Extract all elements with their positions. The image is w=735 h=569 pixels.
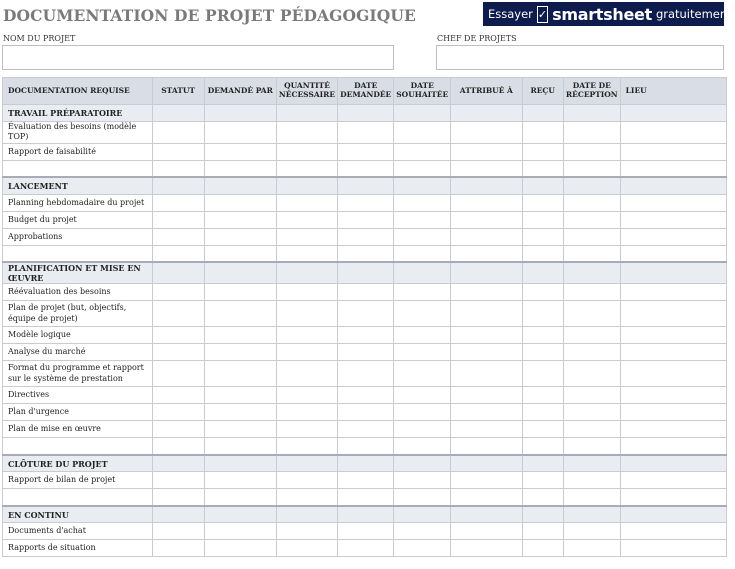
table-row [3, 438, 727, 455]
table-row [3, 143, 727, 160]
col-quantity-cell[interactable] [276, 284, 337, 301]
col-assigned-to-cell[interactable] [451, 194, 522, 211]
section-cell [152, 105, 204, 122]
section-cell [276, 455, 337, 472]
col-location-cell[interactable] [620, 122, 726, 144]
col-status-cell[interactable] [152, 194, 204, 211]
col-quantity-cell[interactable] [276, 160, 337, 177]
col-location-cell[interactable] [620, 421, 726, 438]
col-location-cell[interactable] [620, 160, 726, 177]
col-date-requested-cell[interactable] [338, 194, 394, 211]
document-name-cell [3, 489, 153, 506]
col-date-desired-cell[interactable] [394, 245, 451, 262]
col-received-cell[interactable] [522, 387, 563, 404]
col-status-cell[interactable] [152, 160, 204, 177]
col-requested-by-header: DEMANDÉ PAR [204, 78, 276, 105]
col-date-desired-cell[interactable] [394, 387, 451, 404]
col-assigned-to-cell[interactable] [451, 327, 522, 344]
document-name-cell: Directives [3, 387, 153, 404]
col-date-requested-cell[interactable] [338, 160, 394, 177]
col-received-cell[interactable] [522, 404, 563, 421]
col-status-cell[interactable] [152, 404, 204, 421]
col-assigned-to-cell[interactable] [451, 387, 522, 404]
col-quantity-cell[interactable] [276, 143, 337, 160]
table-row [3, 284, 727, 301]
col-assigned-to-cell[interactable] [451, 361, 522, 387]
col-received-cell[interactable] [522, 143, 563, 160]
col-received-cell[interactable] [522, 122, 563, 144]
section-title: PLANIFICATION ET MISE EN ŒUVRE [3, 262, 153, 284]
smartsheet-check-icon: ✓ [537, 7, 548, 21]
section-cell [620, 262, 726, 284]
col-date-requested-cell[interactable] [338, 122, 394, 144]
col-date-received-cell[interactable] [563, 344, 620, 361]
section-header-row [3, 262, 727, 284]
table-row [3, 327, 727, 344]
col-date-requested-cell[interactable] [338, 523, 394, 540]
col-location-cell[interactable] [620, 438, 726, 455]
document-name-cell: Plan de mise en œuvre [3, 421, 153, 438]
col-location-cell[interactable] [620, 245, 726, 262]
col-date-desired-cell[interactable] [394, 540, 451, 557]
col-quantity-cell[interactable] [276, 540, 337, 557]
col-date-desired-cell[interactable] [394, 301, 451, 327]
col-date-desired-cell[interactable] [394, 361, 451, 387]
section-cell [563, 455, 620, 472]
col-status-cell[interactable] [152, 344, 204, 361]
table-row [3, 211, 727, 228]
col-received-cell[interactable] [522, 421, 563, 438]
document-name-cell: Planning hebdomadaire du projet [3, 194, 153, 211]
section-header-row [3, 455, 727, 472]
col-status-cell[interactable] [152, 327, 204, 344]
col-location-cell[interactable] [620, 472, 726, 489]
col-received-header: REÇU [522, 78, 563, 105]
col-date-desired-cell[interactable] [394, 143, 451, 160]
document-name-cell [3, 160, 153, 177]
col-quantity-cell[interactable] [276, 438, 337, 455]
col-date-received-cell[interactable] [563, 421, 620, 438]
table-row [3, 421, 727, 438]
col-assigned-to-cell[interactable] [451, 438, 522, 455]
col-requested-by-cell[interactable] [204, 160, 276, 177]
col-date-requested-cell[interactable] [338, 540, 394, 557]
col-date-received-cell[interactable] [563, 438, 620, 455]
col-location-cell[interactable] [620, 361, 726, 387]
col-date-received-cell[interactable] [563, 523, 620, 540]
col-requested-by-cell[interactable] [204, 245, 276, 262]
section-cell [563, 105, 620, 122]
col-status-cell[interactable] [152, 472, 204, 489]
col-date-requested-cell[interactable] [338, 344, 394, 361]
section-cell [522, 455, 563, 472]
col-quantity-cell[interactable] [276, 404, 337, 421]
col-assigned-to-header: ATTRIBUÉ À [451, 78, 522, 105]
section-cell [152, 506, 204, 523]
col-quantity-cell[interactable] [276, 523, 337, 540]
col-date-desired-cell[interactable] [394, 327, 451, 344]
col-assigned-to-cell[interactable] [451, 301, 522, 327]
col-requested-by-cell[interactable] [204, 211, 276, 228]
section-cell [394, 262, 451, 284]
table-row [3, 160, 727, 177]
document-name-cell: Approbations [3, 228, 153, 245]
col-date-requested-cell[interactable] [338, 284, 394, 301]
section-cell [451, 455, 522, 472]
section-header-row [3, 506, 727, 523]
section-cell [204, 506, 276, 523]
col-requested-by-cell[interactable] [204, 143, 276, 160]
table-row [3, 122, 727, 144]
document-name-cell: Format du programme et rapport sur le système de prestation [3, 361, 153, 387]
col-requested-by-cell[interactable] [204, 344, 276, 361]
section-header-row [3, 177, 727, 194]
col-location-cell[interactable] [620, 404, 726, 421]
col-date-received-cell[interactable] [563, 160, 620, 177]
section-cell [204, 455, 276, 472]
section-cell [276, 506, 337, 523]
section-cell [451, 506, 522, 523]
col-date-received-cell[interactable] [563, 404, 620, 421]
col-assigned-to-cell[interactable] [451, 228, 522, 245]
col-assigned-to-cell[interactable] [451, 472, 522, 489]
col-status-cell[interactable] [152, 301, 204, 327]
col-requested-by-cell[interactable] [204, 122, 276, 144]
col-location-cell[interactable] [620, 540, 726, 557]
col-date-desired-cell[interactable] [394, 194, 451, 211]
document-name-cell [3, 438, 153, 455]
col-status-cell[interactable] [152, 387, 204, 404]
col-date-received-cell[interactable] [563, 361, 620, 387]
col-quantity-cell[interactable] [276, 122, 337, 144]
col-location-cell[interactable] [620, 344, 726, 361]
col-assigned-to-cell[interactable] [451, 143, 522, 160]
col-assigned-to-cell[interactable] [451, 489, 522, 506]
col-requested-by-cell[interactable] [204, 438, 276, 455]
col-location-cell[interactable] [620, 284, 726, 301]
col-quantity-cell[interactable] [276, 472, 337, 489]
col-date-desired-cell[interactable] [394, 122, 451, 144]
col-assigned-to-cell[interactable] [451, 404, 522, 421]
col-received-cell[interactable] [522, 361, 563, 387]
section-cell [338, 105, 394, 122]
banner-try-text: Essayer [488, 7, 533, 21]
document-name-cell: Évaluation des besoins (modèle TOP) [3, 122, 153, 144]
col-requested-by-cell[interactable] [204, 387, 276, 404]
smartsheet-logo-text: smartsheet [552, 4, 652, 24]
col-date-requested-cell[interactable] [338, 361, 394, 387]
section-cell [204, 105, 276, 122]
col-date-received-cell[interactable] [563, 228, 620, 245]
col-date-requested-cell[interactable] [338, 421, 394, 438]
document-name-cell: Rapport de bilan de projet [3, 472, 153, 489]
col-received-cell[interactable] [522, 344, 563, 361]
col-date-desired-cell[interactable] [394, 489, 451, 506]
table-row [3, 523, 727, 540]
col-received-cell[interactable] [522, 211, 563, 228]
col-date-requested-header: DATE DEMANDÉE [338, 78, 394, 105]
col-quantity-cell[interactable] [276, 344, 337, 361]
col-requested-by-cell[interactable] [204, 540, 276, 557]
col-status-cell[interactable] [152, 284, 204, 301]
col-received-cell[interactable] [522, 301, 563, 327]
col-date-received-cell[interactable] [563, 489, 620, 506]
col-quantity-header: QUANTITÉ NÉCESSAIRE [276, 78, 337, 105]
col-received-cell[interactable] [522, 228, 563, 245]
col-date-received-cell[interactable] [563, 211, 620, 228]
col-received-cell[interactable] [522, 245, 563, 262]
col-date-desired-header: DATE SOUHAITÉE [394, 78, 451, 105]
col-date-requested-cell[interactable] [338, 404, 394, 421]
col-date-desired-cell[interactable] [394, 421, 451, 438]
col-date-desired-cell[interactable] [394, 160, 451, 177]
col-date-requested-cell[interactable] [338, 228, 394, 245]
col-date-received-cell[interactable] [563, 194, 620, 211]
col-received-cell[interactable] [522, 540, 563, 557]
col-status-cell[interactable] [152, 489, 204, 506]
project-name-label: NOM DU PROJET [3, 34, 76, 43]
document-name-cell: Modèle logique [3, 327, 153, 344]
col-location-cell[interactable] [620, 211, 726, 228]
section-cell [338, 455, 394, 472]
col-location-header: LIEU [620, 78, 726, 105]
table-row [3, 472, 727, 489]
col-date-received-cell[interactable] [563, 245, 620, 262]
col-status-cell[interactable] [152, 438, 204, 455]
col-date-desired-cell[interactable] [394, 438, 451, 455]
col-status-cell[interactable] [152, 143, 204, 160]
section-cell [394, 506, 451, 523]
col-date-requested-cell[interactable] [338, 143, 394, 160]
document-name-cell: Analyse du marché [3, 344, 153, 361]
col-quantity-cell[interactable] [276, 194, 337, 211]
col-date-requested-cell[interactable] [338, 301, 394, 327]
col-location-cell[interactable] [620, 387, 726, 404]
col-location-cell[interactable] [620, 228, 726, 245]
section-cell [152, 177, 204, 194]
smartsheet-trial-banner[interactable] [483, 2, 735, 26]
section-cell [620, 506, 726, 523]
section-cell [276, 177, 337, 194]
section-cell [563, 262, 620, 284]
col-requested-by-cell[interactable] [204, 404, 276, 421]
document-name-cell: Réévaluation des besoins [3, 284, 153, 301]
col-received-cell[interactable] [522, 523, 563, 540]
col-requested-by-cell[interactable] [204, 301, 276, 327]
col-requested-by-cell[interactable] [204, 361, 276, 387]
col-location-cell[interactable] [620, 327, 726, 344]
col-quantity-cell[interactable] [276, 387, 337, 404]
col-status-cell[interactable] [152, 228, 204, 245]
col-quantity-cell[interactable] [276, 211, 337, 228]
col-received-cell[interactable] [522, 284, 563, 301]
col-status-cell[interactable] [152, 245, 204, 262]
col-assigned-to-cell[interactable] [451, 421, 522, 438]
col-quantity-cell[interactable] [276, 245, 337, 262]
col-requested-by-cell[interactable] [204, 284, 276, 301]
col-requested-by-cell[interactable] [204, 327, 276, 344]
section-cell [152, 455, 204, 472]
section-cell [522, 506, 563, 523]
col-quantity-cell[interactable] [276, 421, 337, 438]
col-date-desired-cell[interactable] [394, 404, 451, 421]
table-row [3, 361, 727, 387]
col-status-cell[interactable] [152, 540, 204, 557]
col-date-received-cell[interactable] [563, 122, 620, 144]
col-date-desired-cell[interactable] [394, 284, 451, 301]
col-date-received-cell[interactable] [563, 301, 620, 327]
col-assigned-to-cell[interactable] [451, 540, 522, 557]
section-title: TRAVAIL PRÉPARATOIRE [3, 105, 153, 122]
col-status-cell[interactable] [152, 361, 204, 387]
col-date-received-header: DATE DE RÉCEPTION [563, 78, 620, 105]
table-row [3, 489, 727, 506]
section-title: LANCEMENT [3, 177, 153, 194]
col-date-received-cell[interactable] [563, 472, 620, 489]
project-name-field[interactable] [2, 45, 394, 70]
section-cell [394, 105, 451, 122]
col-location-cell[interactable] [620, 523, 726, 540]
section-cell [451, 177, 522, 194]
col-assigned-to-cell[interactable] [451, 211, 522, 228]
section-cell [204, 177, 276, 194]
document-name-cell: Plan d'urgence [3, 404, 153, 421]
col-status-cell[interactable] [152, 421, 204, 438]
col-quantity-cell[interactable] [276, 228, 337, 245]
section-cell [276, 262, 337, 284]
col-location-cell[interactable] [620, 301, 726, 327]
table-row [3, 228, 727, 245]
document-name-cell [3, 245, 153, 262]
section-cell [394, 455, 451, 472]
table-row [3, 540, 727, 557]
col-received-cell[interactable] [522, 489, 563, 506]
table-row [3, 387, 727, 404]
col-assigned-to-cell[interactable] [451, 122, 522, 144]
col-date-received-cell[interactable] [563, 540, 620, 557]
col-date-desired-cell[interactable] [394, 228, 451, 245]
col-date-requested-cell[interactable] [338, 211, 394, 228]
document-name-cell: Rapport de faisabilité [3, 143, 153, 160]
col-quantity-cell[interactable] [276, 327, 337, 344]
section-cell [620, 455, 726, 472]
documentation-table [2, 77, 727, 557]
section-cell [338, 177, 394, 194]
section-cell [522, 177, 563, 194]
col-date-requested-cell[interactable] [338, 245, 394, 262]
section-cell [394, 177, 451, 194]
section-cell [563, 506, 620, 523]
table-row [3, 194, 727, 211]
section-cell [204, 262, 276, 284]
table-row [3, 301, 727, 327]
col-date-desired-cell[interactable] [394, 211, 451, 228]
section-cell [563, 177, 620, 194]
col-documentation-header: DOCUMENTATION REQUISE [3, 78, 153, 105]
col-received-cell[interactable] [522, 438, 563, 455]
document-name-cell: Plan de projet (but, objectifs, équipe de projet) [3, 301, 153, 327]
col-quantity-cell[interactable] [276, 301, 337, 327]
col-requested-by-cell[interactable] [204, 489, 276, 506]
section-cell [620, 105, 726, 122]
col-received-cell[interactable] [522, 194, 563, 211]
col-status-cell[interactable] [152, 211, 204, 228]
section-cell [451, 262, 522, 284]
col-date-requested-cell[interactable] [338, 472, 394, 489]
section-cell [451, 105, 522, 122]
table-row [3, 404, 727, 421]
col-date-received-cell[interactable] [563, 143, 620, 160]
col-date-requested-cell[interactable] [338, 327, 394, 344]
col-location-cell[interactable] [620, 194, 726, 211]
col-date-requested-cell[interactable] [338, 387, 394, 404]
col-quantity-cell[interactable] [276, 489, 337, 506]
banner-free-text: gratuitement. [655, 7, 735, 21]
col-requested-by-cell[interactable] [204, 472, 276, 489]
col-date-desired-cell[interactable] [394, 344, 451, 361]
section-cell [152, 262, 204, 284]
project-lead-field[interactable] [436, 45, 724, 70]
section-cell [620, 177, 726, 194]
document-name-cell: Budget du projet [3, 211, 153, 228]
table-row [3, 245, 727, 262]
col-requested-by-cell[interactable] [204, 228, 276, 245]
col-assigned-to-cell[interactable] [451, 523, 522, 540]
section-cell [522, 105, 563, 122]
col-status-cell[interactable] [152, 122, 204, 144]
col-requested-by-cell[interactable] [204, 194, 276, 211]
section-header-row [3, 105, 727, 122]
section-cell [338, 262, 394, 284]
document-name-cell: Rapports de situation [3, 540, 153, 557]
table-row [3, 344, 727, 361]
col-assigned-to-cell[interactable] [451, 344, 522, 361]
col-assigned-to-cell[interactable] [451, 284, 522, 301]
section-title: EN CONTINU [3, 506, 153, 523]
col-status-header: STATUT [152, 78, 204, 105]
section-title: CLÔTURE DU PROJET [3, 455, 153, 472]
section-cell [522, 262, 563, 284]
col-location-cell[interactable] [620, 143, 726, 160]
project-lead-label: CHEF DE PROJETS [437, 34, 517, 43]
col-received-cell[interactable] [522, 160, 563, 177]
col-date-desired-cell[interactable] [394, 472, 451, 489]
col-received-cell[interactable] [522, 327, 563, 344]
col-date-desired-cell[interactable] [394, 523, 451, 540]
col-quantity-cell[interactable] [276, 361, 337, 387]
col-date-received-cell[interactable] [563, 327, 620, 344]
section-cell [338, 506, 394, 523]
col-date-received-cell[interactable] [563, 387, 620, 404]
col-requested-by-cell[interactable] [204, 523, 276, 540]
col-assigned-to-cell[interactable] [451, 160, 522, 177]
col-date-requested-cell[interactable] [338, 489, 394, 506]
document-name-cell: Documents d'achat [3, 523, 153, 540]
col-status-cell[interactable] [152, 523, 204, 540]
col-date-received-cell[interactable] [563, 284, 620, 301]
page-title: DOCUMENTATION DE PROJET PÉDAGOGIQUE [3, 6, 416, 25]
col-assigned-to-cell[interactable] [451, 245, 522, 262]
col-received-cell[interactable] [522, 472, 563, 489]
col-date-requested-cell[interactable] [338, 438, 394, 455]
col-requested-by-cell[interactable] [204, 421, 276, 438]
col-location-cell[interactable] [620, 489, 726, 506]
section-cell [276, 105, 337, 122]
